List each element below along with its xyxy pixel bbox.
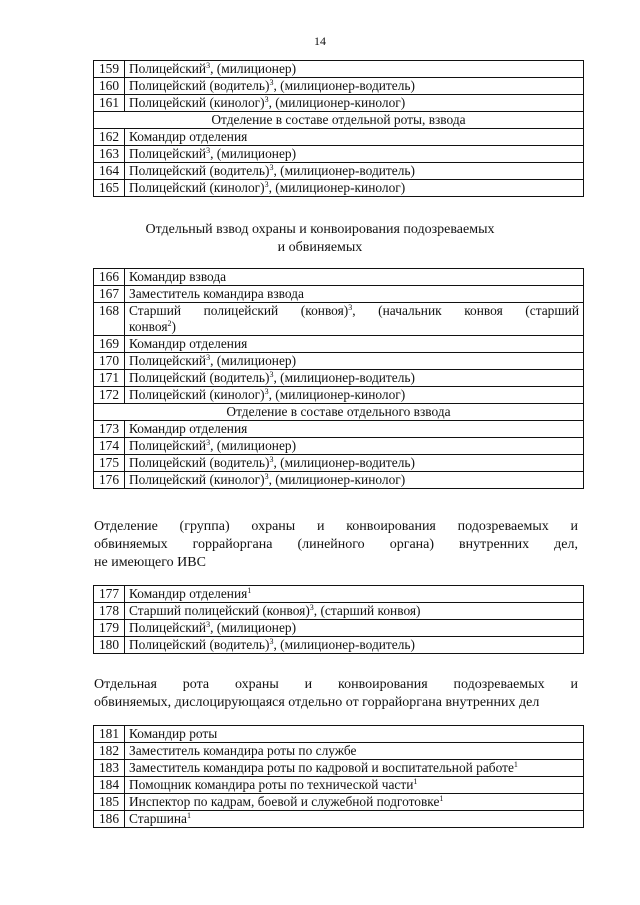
section-heading-platoon (0, 221, 640, 257)
position-text: Помощник командира роты по технической части (129, 777, 414, 792)
position-title (125, 743, 584, 760)
position-note: , (милиционер-кинолог) (268, 387, 406, 402)
row-number: 182 (94, 743, 125, 760)
row-number: 165 (94, 180, 125, 197)
table-row (94, 163, 584, 180)
position-title (125, 353, 584, 370)
table-row (94, 455, 584, 472)
table-row (94, 472, 584, 489)
position-text: Полицейский (водитель) (129, 78, 270, 93)
position-title (125, 637, 584, 654)
footnote-mark: 1 (413, 777, 418, 786)
table-row (94, 743, 584, 760)
footnote-mark: 3 (206, 438, 211, 447)
position-text: Старший полицейский (конвоя) (129, 603, 310, 618)
position-text: Командир отделения (129, 129, 248, 144)
position-text: Полицейский (129, 146, 207, 161)
footnote-mark: 1 (187, 811, 191, 820)
table-row (94, 777, 584, 794)
footnote-mark: 3 (206, 620, 211, 629)
table-row (94, 303, 584, 336)
table-row (94, 180, 584, 197)
row-number: 175 (94, 455, 125, 472)
row-number: 173 (94, 421, 125, 438)
position-note: , (милиционер-кинолог) (268, 472, 406, 487)
position-text: Полицейский (водитель) (129, 370, 270, 385)
footnote-mark: 1 (439, 794, 444, 803)
row-number: 168 (94, 303, 125, 336)
position-text: Командир отделения (129, 586, 248, 601)
row-number: 160 (94, 78, 125, 95)
table-row (94, 438, 584, 455)
section-heading-group (94, 518, 578, 572)
position-title (125, 269, 584, 286)
position-title (125, 620, 584, 637)
table-row (94, 421, 584, 438)
footnote-mark: 1 (247, 586, 252, 595)
footnote-mark: 3 (264, 387, 269, 396)
row-number: 164 (94, 163, 125, 180)
table-row (94, 586, 584, 603)
row-number: 180 (94, 637, 125, 654)
table-row (94, 129, 584, 146)
position-title (125, 61, 584, 78)
position-text: Командир отделения (129, 421, 248, 436)
table-row (94, 726, 584, 743)
position-text: Полицейский (129, 61, 207, 76)
position-note: , (милиционер-кинолог) (268, 180, 406, 195)
position-text: Заместитель командира роты по кадровой и воспитательной работе (129, 760, 514, 775)
row-number: 163 (94, 146, 125, 163)
row-number: 177 (94, 586, 125, 603)
position-note: , (милиционер-кинолог) (268, 95, 406, 110)
footnote-mark: 3 (269, 78, 274, 87)
section-row (94, 112, 584, 129)
heading-line: и обвиняемых (277, 240, 363, 255)
position-title (125, 472, 584, 489)
heading-line: Отдельная рота охраны и конвоирования подозреваемых и (94, 677, 578, 692)
position-text: конвоя (129, 319, 168, 334)
position-title (125, 387, 584, 404)
table-row (94, 760, 584, 777)
footnote-mark: 3 (309, 603, 314, 612)
position-text: Полицейский (129, 353, 207, 368)
row-number: 184 (94, 777, 125, 794)
position-text: Инспектор по кадрам, боевой и служебной подготовке (129, 794, 440, 809)
row-number: 185 (94, 794, 125, 811)
footnote-mark: 3 (269, 455, 274, 464)
heading-line: Отдельный взвод охраны и конвоирования подозреваемых (145, 222, 495, 237)
table-row (94, 353, 584, 370)
position-title (125, 146, 584, 163)
row-number: 169 (94, 336, 125, 353)
position-note: , (милиционер-водитель) (273, 163, 415, 178)
row-number: 170 (94, 353, 125, 370)
position-line (129, 303, 579, 319)
page-number: 14 (314, 34, 326, 48)
section-heading-company (94, 676, 578, 712)
footnote-mark: 3 (206, 353, 211, 362)
position-note: , (милиционер-водитель) (273, 78, 415, 93)
position-title (125, 455, 584, 472)
position-text: Командир отделения (129, 336, 248, 351)
footnote-mark: 1 (513, 760, 518, 769)
row-number: 174 (94, 438, 125, 455)
positions-table-1 (93, 60, 584, 197)
position-note: ) (171, 319, 176, 334)
table-row (94, 146, 584, 163)
row-number: 186 (94, 811, 125, 828)
position-line (129, 319, 579, 335)
position-text: Полицейский (129, 438, 207, 453)
position-title (125, 777, 584, 794)
position-note: , (милиционер) (210, 146, 297, 161)
row-number: 171 (94, 370, 125, 387)
row-number: 172 (94, 387, 125, 404)
position-text: Полицейский (водитель) (129, 637, 270, 652)
position-note: , (милиционер-водитель) (273, 455, 415, 470)
position-title (125, 421, 584, 438)
position-text: Полицейский (водитель) (129, 163, 270, 178)
heading-line: обвиняемых горрайоргана (линейного органа) внутренних дел, (94, 537, 578, 552)
position-title (125, 370, 584, 387)
row-number: 179 (94, 620, 125, 637)
row-number: 178 (94, 603, 125, 620)
position-title (125, 129, 584, 146)
position-title (125, 180, 584, 197)
position-title (125, 760, 584, 777)
position-text: Старший полицейский (конвоя) (129, 303, 349, 318)
position-note: , (милиционер) (210, 61, 297, 76)
position-title (125, 794, 584, 811)
position-title (125, 303, 584, 336)
table-row (94, 794, 584, 811)
footnote-mark: 3 (269, 370, 274, 379)
table-row (94, 78, 584, 95)
position-text: Полицейский (водитель) (129, 455, 270, 470)
position-title (125, 286, 584, 303)
position-note: , (старший конвоя) (313, 603, 421, 618)
position-text: Полицейский (кинолог) (129, 387, 265, 402)
position-title (125, 438, 584, 455)
table-row (94, 811, 584, 828)
position-title (125, 811, 584, 828)
position-text: Заместитель командира роты по службе (129, 743, 357, 758)
position-text: Полицейский (129, 620, 207, 635)
position-title (125, 78, 584, 95)
positions-table-4 (93, 725, 584, 828)
row-number: 166 (94, 269, 125, 286)
position-title (125, 726, 584, 743)
footnote-mark: 3 (264, 472, 269, 481)
table-row (94, 336, 584, 353)
table-row (94, 620, 584, 637)
positions-table-3 (93, 585, 584, 654)
row-number: 183 (94, 760, 125, 777)
position-text: Полицейский (кинолог) (129, 95, 265, 110)
position-text: Полицейский (кинолог) (129, 472, 265, 487)
row-number: 159 (94, 61, 125, 78)
row-number: 181 (94, 726, 125, 743)
table-row (94, 387, 584, 404)
row-number: 161 (94, 95, 125, 112)
footnote-mark: 3 (264, 180, 269, 189)
position-title (125, 163, 584, 180)
position-text: Заместитель командира взвода (129, 286, 304, 301)
position-text: Старшина (129, 811, 187, 826)
position-note: , (милиционер-водитель) (273, 637, 415, 652)
table-row (94, 95, 584, 112)
table-row (94, 370, 584, 387)
heading-line: Отделение (группа) охраны и конвоирования подозреваемых и (94, 519, 578, 534)
heading-line: обвиняемых, дислоцирующаяся отдельно от горрайоргана внутренних дел (94, 695, 540, 710)
table-row (94, 637, 584, 654)
position-title (125, 603, 584, 620)
row-number: 162 (94, 129, 125, 146)
position-text: Командир роты (129, 726, 218, 741)
footnote-mark: 3 (264, 95, 269, 104)
position-note: , (милиционер) (210, 438, 297, 453)
footnote-mark: 3 (348, 303, 353, 312)
position-title (125, 336, 584, 353)
table-row (94, 286, 584, 303)
position-title (125, 586, 584, 603)
section-title: Отделение в составе отдельной роты, взвода (94, 112, 584, 129)
table-row (94, 269, 584, 286)
footnote-mark: 3 (269, 637, 274, 646)
position-note: , (милиционер) (210, 353, 297, 368)
row-number: 176 (94, 472, 125, 489)
position-text: Полицейский (кинолог) (129, 180, 265, 195)
position-text: Командир взвода (129, 269, 227, 284)
position-note: , (милиционер) (210, 620, 297, 635)
section-title: Отделение в составе отдельного взвода (94, 404, 584, 421)
footnote-mark: 2 (167, 319, 172, 328)
position-note: , (начальник конвоя (старший (352, 303, 580, 318)
position-note: , (милиционер-водитель) (273, 370, 415, 385)
footnote-mark: 3 (269, 163, 274, 172)
section-row (94, 404, 584, 421)
table-row (94, 603, 584, 620)
footnote-mark: 3 (206, 146, 211, 155)
table-row (94, 61, 584, 78)
footnote-mark: 3 (206, 61, 211, 70)
row-number: 167 (94, 286, 125, 303)
positions-table-2 (93, 268, 584, 489)
position-title (125, 95, 584, 112)
heading-line: не имеющего ИВС (94, 555, 206, 570)
